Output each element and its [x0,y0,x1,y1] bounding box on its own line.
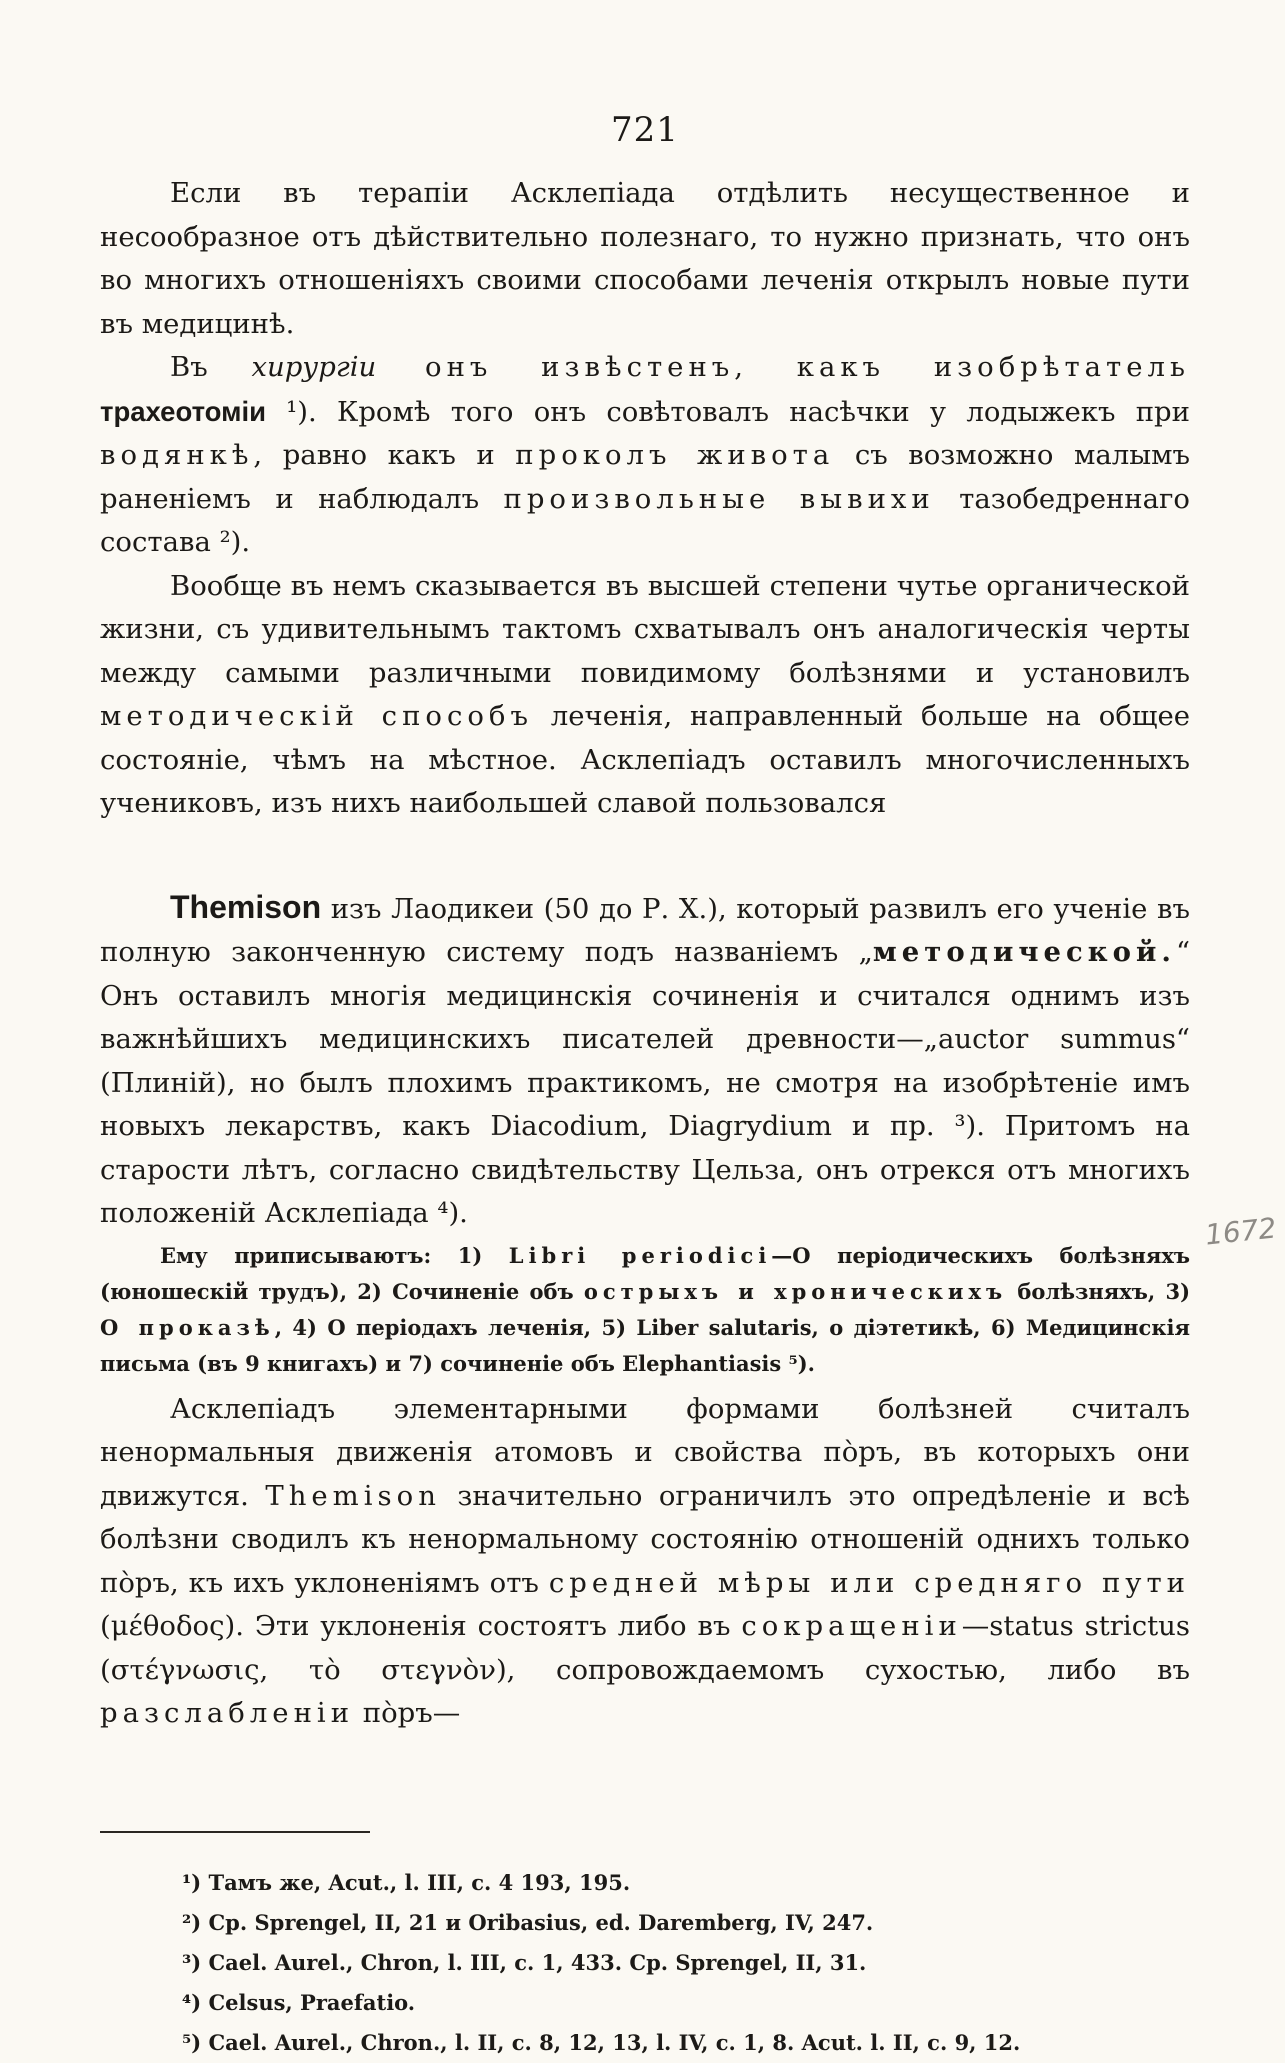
text-run: “ Онъ оставилъ многія медицинскія сочиненія и считался однимъ изъ важнѣйшихъ медицинскихъ писателей древности—„auctor summus“ (Плиній), но былъ плохимъ практикомъ, не смотря на изобрѣтеніе имъ новыхъ лекарствъ, какъ Diacodium, Diagrydium и пр. ³). Притомъ на старости лѣтъ, согласно свидѣтельству Цельза, онъ отрекся отъ многихъ положеній Асклепіада ⁴). [100,936,1190,1229]
text-run: (μέθοδος). Эти уклоненія состоятъ либо въ [100,1610,742,1642]
text-run: —status strictus (στέγνωσις, τὸ στεγνὸν), сопровождаемомъ сухостью, либо въ [100,1610,1190,1686]
text-run: леченія, направленный больше на общее состояніе, чѣмъ на мѣстное. Асклепіадъ оставилъ многочисленныхъ учениковъ, изъ нихъ наибольшей славой пользовался [100,700,1190,819]
document-page [100,110,1190,2063]
term-dropsy: водянкѣ [100,439,254,471]
footnote-4: ⁴) Celsus, Praefatio. [182,1989,416,2015]
handwritten-margin-note: 1672 [1203,1211,1278,1252]
term-relaxation: разслабленіи [100,1697,355,1729]
term-methodical: методическій способъ [100,700,533,732]
footnote-5: ⁵) Cael. Aurel., Chron., l. II, c. 8, 12, 13, l. IV, c. 1, 8. Acut. l. II, c. 9, 12. [182,2029,1021,2055]
footnote-divider [100,1831,370,1833]
footnotes [182,1863,1190,2063]
section-gap [100,826,1190,886]
term-acute-chronic: острыхъ и хроническихъ [583,1278,1008,1304]
footnote-3: ³) Cael. Aurel., Chron, l. III, c. 1, 433. Ср. Sprengel, II, 31. [182,1949,867,1975]
term-leprosy: О проказѣ [100,1314,275,1340]
text-run: изъ Лаодикеи (50 до Р. Х.), который развилъ его ученіе въ полную законченную систему подъ названіемъ „ [100,892,1190,968]
paragraph-pores [100,1388,1190,1736]
paragraph-themison [100,886,1190,1236]
name-themison: Themison [170,888,322,925]
text-run: —О періодическихъ болѣзняхъ (юношескій трудъ), 2) Сочиненіе объ [100,1242,1190,1304]
term-methodical-school: методической. [872,936,1176,968]
term-surgery: хирургіи [251,351,377,383]
text-run: болѣзняхъ, 3) [1007,1278,1191,1304]
paragraph-method [100,565,1190,826]
paragraph-surgery [100,346,1190,565]
name-themison: Themison [265,1479,441,1512]
term-tracheotomy: трахеотоміи [100,395,267,427]
text-run: Вообще въ немъ сказывается въ высшей степени чутье органической жизни, съ удивительнымъ тактомъ схватывалъ онъ аналогическія черты между самыми различными повидимому болѣзнями и установилъ [100,569,1190,689]
term-dislocations: произвольные вывихи [503,482,935,515]
footnote-2: ²) Ср. Sprengel, II, 21 и Oribasius, ed. Daremberg, IV, 247. [182,1909,874,1935]
term-contraction: сокращеніи [741,1610,962,1642]
footnote-1: ¹) Тамъ же, Acut., l. III, c. 4 193, 195. [182,1869,631,1895]
term-puncture: проколъ живота [515,439,835,471]
text-run: , 4) О періодахъ леченія, 5) Liber salutaris, о діэтетикѣ, 6) Медицинскія письма (въ 9 книгахъ) и 7) сочиненіе объ Elephantiasis ⁵). [100,1314,1190,1376]
text-run: Ему приписываютъ: 1) [160,1242,509,1268]
paragraph-works-list [100,1238,1190,1382]
text-run: ¹). Кромѣ того онъ совѣтовалъ насѣчки у лодыжекъ при [266,395,1190,428]
page-number: 721 [611,110,679,150]
text-run: значительно ограничилъ это опредѣленіе и всѣ болѣзни сводилъ къ ненормальному состоянію отношеній однихъ только пòръ, къ ихъ уклоненіямъ отъ [100,1479,1191,1599]
text-run: Асклепіадъ элементарными формами болѣзней считалъ ненормальныя движенія атомовъ и свойства пòръ, въ которыхъ они движутся. [100,1392,1190,1512]
text-run: онъ извѣстенъ, какъ изобрѣтатель [376,351,1190,383]
text-run: съ возможно малымъ раненіемъ и наблюдалъ [100,439,1191,515]
text-run: , равно какъ и [253,439,516,471]
title-libri-periodici: Libri periodici [508,1242,772,1268]
text-run: пòръ— [354,1697,461,1729]
paragraph-therapy: Если въ терапіи Асклепіада отдѣлить несущественное и несообразное отъ дѣйствительно полезнаго, то нужно признать, что онъ во многихъ отношеніяхъ своими способами леченія открылъ новые пути въ медицинѣ. [100,177,1190,340]
text-run: тазобедреннаго состава ²). [100,482,1190,558]
text-run: Въ [170,351,252,383]
term-middle-way: средней мѣры или средняго пути [548,1566,1191,1599]
